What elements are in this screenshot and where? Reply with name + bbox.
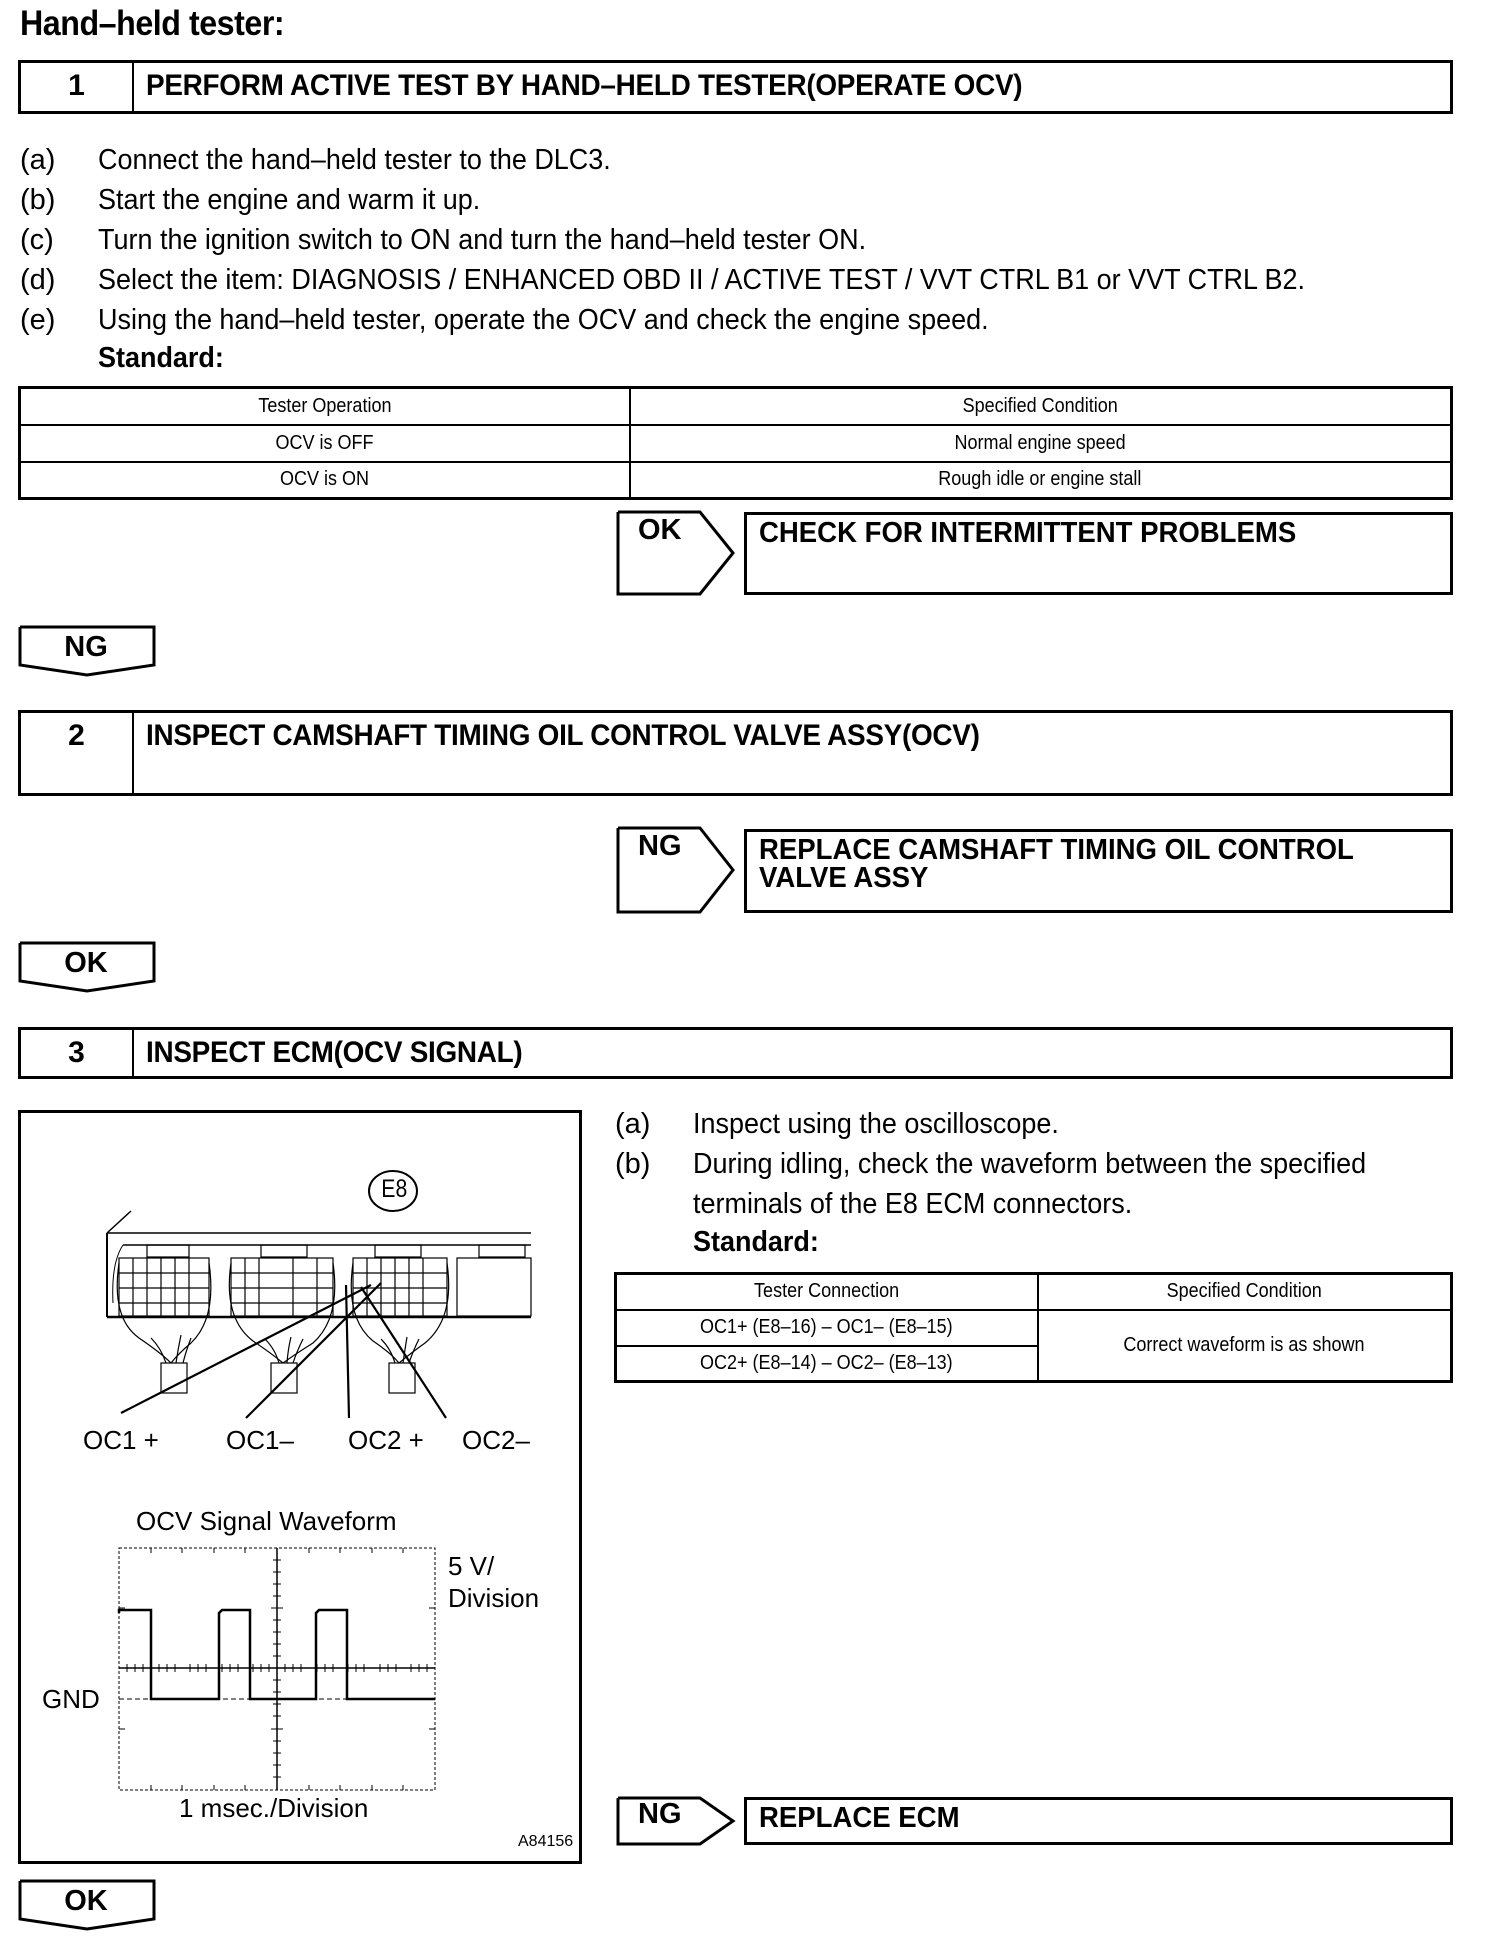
column-header: Specified Condition xyxy=(1038,1274,1452,1310)
result-box: CHECK FOR INTERMITTENT PROBLEMS xyxy=(744,512,1453,595)
branch-label: NG xyxy=(638,1798,682,1830)
table-cell: Rough idle or engine stall xyxy=(630,462,1452,499)
step-title: INSPECT CAMSHAFT TIMING OIL CONTROL VALVE ASSY(OCV) xyxy=(146,719,980,752)
result-box: REPLACE ECM xyxy=(744,1797,1453,1845)
gnd-label: GND xyxy=(42,1684,100,1714)
step-3-header xyxy=(18,1027,1453,1079)
item-text: Connect the hand–held tester to the DLC3. xyxy=(98,144,611,176)
item-label: (a) xyxy=(20,144,56,176)
table-row xyxy=(616,1310,1452,1346)
step-title: INSPECT ECM(OCV SIGNAL) xyxy=(146,1036,523,1069)
item-text: terminals of the E8 ECM connectors. xyxy=(693,1188,1133,1220)
terminal-label: OC2 + xyxy=(348,1425,424,1455)
ok-branch-arrow[interactable] xyxy=(616,510,736,596)
item-text: Start the engine and warm it up. xyxy=(98,184,481,216)
table-cell: OC2+ (E8–14) – OC2– (E8–13) xyxy=(616,1346,1038,1382)
item-label: (b) xyxy=(615,1148,651,1180)
table-cell: Correct waveform is as shown xyxy=(1038,1310,1452,1382)
step-2-header xyxy=(18,710,1453,796)
step-number: 3 xyxy=(21,1030,134,1076)
branch-label: NG xyxy=(638,830,682,862)
table-row xyxy=(20,425,1452,462)
step-number: 1 xyxy=(21,63,134,111)
ok-branch-arrow[interactable] xyxy=(18,941,158,993)
table-cell: OC1+ (E8–16) – OC1– (E8–15) xyxy=(616,1310,1038,1346)
branch-label: NG xyxy=(64,631,108,663)
volt-scale-label: 5 V/ xyxy=(448,1551,495,1581)
branch-label: OK xyxy=(64,947,108,979)
table-cell: Normal engine speed xyxy=(630,425,1452,462)
item-label: (b) xyxy=(20,184,56,216)
table-header-row xyxy=(616,1274,1452,1310)
terminal-label: OC1 + xyxy=(83,1425,159,1455)
standard-label: Standard: xyxy=(98,342,224,374)
terminal-label: OC2– xyxy=(462,1425,530,1455)
figure-code: A84156 xyxy=(518,1833,574,1850)
connector-label: E8 xyxy=(381,1175,408,1203)
ok-branch-arrow[interactable] xyxy=(18,1879,158,1931)
step-3-spec-table xyxy=(614,1272,1453,1383)
column-header: Specified Condition xyxy=(630,388,1452,425)
ecm-figure xyxy=(18,1110,582,1864)
item-label: (c) xyxy=(20,224,54,256)
waveform-title: OCV Signal Waveform xyxy=(136,1506,397,1536)
item-text: Using the hand–held tester, operate the OCV and check the engine speed. xyxy=(98,304,989,336)
ng-branch-arrow[interactable] xyxy=(616,826,736,914)
result-box: REPLACE CAMSHAFT TIMING OIL CONTROL VALVE ASSY xyxy=(744,829,1453,913)
item-label: (d) xyxy=(20,264,56,296)
item-text: Inspect using the oscilloscope. xyxy=(693,1108,1059,1140)
item-label: (e) xyxy=(20,304,56,336)
terminal-label: OC1– xyxy=(226,1425,294,1455)
standard-label: Standard: xyxy=(693,1226,819,1258)
page-title: Hand–held tester: xyxy=(20,4,285,43)
item-text: Turn the ignition switch to ON and turn the hand–held tester ON. xyxy=(98,224,867,256)
ng-branch-arrow[interactable] xyxy=(18,625,158,677)
item-text: During idling, check the waveform between the specified xyxy=(693,1148,1367,1180)
column-header: Tester Connection xyxy=(616,1274,1038,1310)
waveform-graph xyxy=(119,1548,435,1790)
branch-label: OK xyxy=(638,514,682,546)
step-number: 2 xyxy=(21,713,134,793)
table-cell: OCV is ON xyxy=(20,462,630,499)
item-label: (a) xyxy=(615,1108,651,1140)
time-scale-label: 1 msec./Division xyxy=(179,1793,369,1823)
table-row xyxy=(20,462,1452,499)
step-title: PERFORM ACTIVE TEST BY HAND–HELD TESTER(OPERATE OCV) xyxy=(146,69,1023,102)
item-text: Select the item: DIAGNOSIS / ENHANCED OBD II / ACTIVE TEST / VVT CTRL B1 or VVT CTRL B2. xyxy=(98,264,1306,296)
column-header: Tester Operation xyxy=(20,388,630,425)
step-1-spec-table xyxy=(18,386,1453,500)
table-cell: OCV is OFF xyxy=(20,425,630,462)
table-header-row xyxy=(20,388,1452,425)
ng-branch-arrow[interactable] xyxy=(616,1796,736,1846)
branch-label: OK xyxy=(64,1885,108,1917)
volt-scale-label: Division xyxy=(448,1583,540,1613)
ecm-connector-diagram xyxy=(21,1113,581,1863)
step-1-header xyxy=(18,60,1453,114)
